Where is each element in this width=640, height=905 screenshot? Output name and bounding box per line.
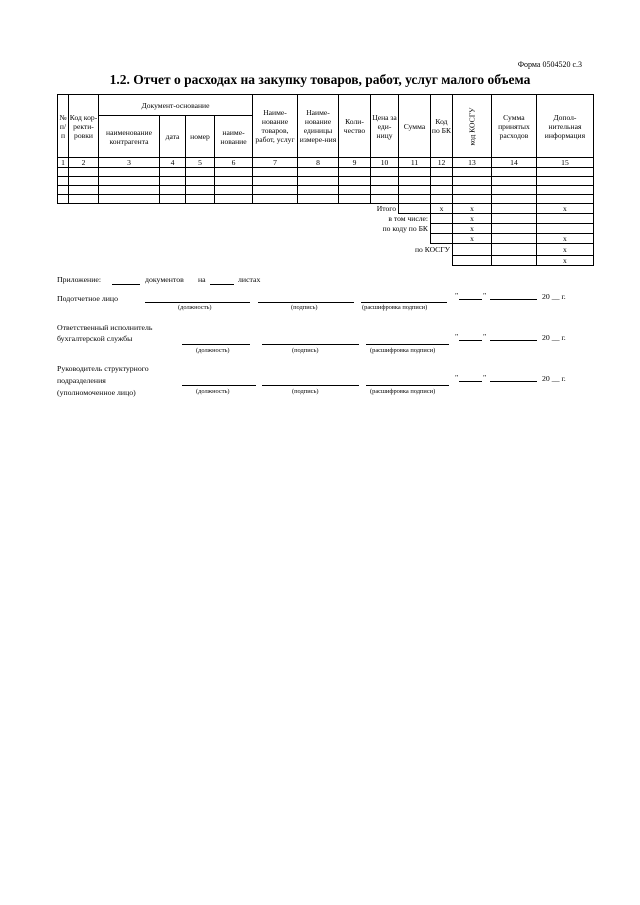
signature-decode-field[interactable]	[361, 302, 447, 303]
caption-signature: (подпись)	[292, 388, 319, 395]
col-num: 13	[453, 158, 492, 168]
x-mark: x	[453, 204, 492, 214]
date-month-field[interactable]	[490, 299, 537, 300]
expense-table	[57, 94, 594, 266]
col-num: 9	[339, 158, 371, 168]
table-row	[58, 168, 594, 177]
header-additional: Допол-нительная информация	[536, 95, 593, 158]
col-num: 6	[215, 158, 253, 168]
total-label: Итого	[376, 204, 396, 214]
total-row	[58, 204, 594, 214]
caption-position: (должность)	[196, 388, 230, 395]
caption-signature: (подпись)	[291, 304, 318, 311]
date-close-quote: "	[483, 332, 487, 341]
date-close-quote: "	[483, 373, 487, 382]
position-field[interactable]	[182, 344, 250, 345]
by-kosgu-detail-row	[58, 256, 594, 266]
header-doc-date: дата	[160, 116, 186, 158]
signer-head-line2: подразделения	[57, 376, 106, 385]
caption-position: (должность)	[178, 304, 212, 311]
caption-position: (должность)	[196, 347, 230, 354]
header-price: Цена за еди-ницу	[371, 95, 399, 158]
x-mark: x	[536, 256, 593, 266]
date-open-quote: "	[455, 373, 459, 382]
date-day-field[interactable]	[459, 340, 482, 341]
header-goods-name: Наиме-нование товаров, работ, услуг	[253, 95, 298, 158]
appendix-docs-blank[interactable]	[112, 284, 140, 285]
appendix-on-label: на	[198, 275, 206, 284]
col-num: 3	[99, 158, 160, 168]
report-title: 1.2. Отчет о расходах на закупку товаров, работ, услуг малого объема	[109, 72, 531, 87]
date-day-field[interactable]	[459, 299, 482, 300]
header-quantity: Коли-чество	[339, 95, 371, 158]
by-kosgu-row	[58, 244, 594, 256]
position-field[interactable]	[145, 302, 250, 303]
kosgu-vertical-label: код КОСГУ	[467, 107, 477, 145]
appendix-sheets-label: листах	[238, 275, 261, 284]
header-accepted-sum: Сумма принятых расходов	[491, 95, 536, 158]
by-bk-detail-row	[58, 234, 594, 244]
table-row	[58, 195, 594, 204]
x-mark: x	[536, 234, 593, 244]
col-num: 15	[536, 158, 593, 168]
date-month-field[interactable]	[490, 340, 537, 341]
date-close-quote: "	[483, 291, 487, 300]
signer-accountant-label	[57, 322, 182, 344]
table-row	[58, 177, 594, 186]
including-row	[58, 214, 594, 224]
signature-field[interactable]	[262, 385, 359, 386]
signature-field[interactable]	[262, 344, 359, 345]
x-mark: x	[453, 234, 492, 244]
header-sum: Сумма	[399, 95, 431, 158]
x-mark: x	[536, 244, 593, 256]
appendix-sheets-blank[interactable]	[210, 284, 234, 285]
signature-decode-field[interactable]	[366, 344, 449, 345]
date-open-quote: "	[455, 291, 459, 300]
by-bk-label: по коду по БК	[382, 224, 428, 233]
x-mark: x	[453, 224, 492, 234]
x-mark: x	[453, 214, 492, 224]
col-num: 2	[69, 158, 99, 168]
header-unit-name: Наиме-нование единицы измере-ния	[298, 95, 339, 158]
caption-decode: (расшифровка подписи)	[362, 304, 428, 311]
signer-accountant-text: Ответственный исполнитель бухгалтерской службы	[57, 323, 153, 343]
header-doc-basis: Документ-основание	[99, 95, 253, 116]
by-bk-row	[58, 224, 594, 234]
by-kosgu-label: по КОСГУ	[414, 245, 450, 255]
x-mark: x	[536, 204, 593, 214]
signature-decode-field[interactable]	[366, 385, 449, 386]
col-num: 8	[298, 158, 339, 168]
col-num: 11	[399, 158, 431, 168]
x-mark: x	[431, 204, 453, 214]
position-field[interactable]	[182, 385, 256, 386]
col-num: 5	[186, 158, 215, 168]
col-num: 10	[371, 158, 399, 168]
date-day-field[interactable]	[459, 381, 482, 382]
caption-signature: (подпись)	[292, 347, 319, 354]
col-num: 4	[160, 158, 186, 168]
appendix-docs-label: документов	[145, 275, 184, 284]
caption-decode: (расшифровка подписи)	[370, 388, 436, 395]
signer-head-line3: (уполномоченное лицо)	[57, 388, 136, 397]
column-number-row	[58, 158, 594, 168]
date-year-label: 20 __ г.	[542, 292, 566, 301]
header-doc-number: номер	[186, 116, 215, 158]
form-code: Форма 0504520 с.3	[517, 60, 582, 69]
header-bk-code: Код по БК	[431, 95, 453, 158]
header-doc-title: наиме-нование	[215, 116, 253, 158]
signer-accountable-label: Подотчетное лицо	[57, 294, 118, 303]
col-num: 7	[253, 158, 298, 168]
header-correction-code: Код кор-ректи-ровки	[69, 95, 99, 158]
header-kosgu-code	[453, 95, 492, 158]
col-num: 14	[491, 158, 536, 168]
header-doc-counterparty: наименование контрагента	[99, 116, 160, 158]
caption-decode: (расшифровка подписи)	[370, 347, 436, 354]
signer-head-line1: Руководитель структурного	[57, 364, 149, 373]
including-label: в том числе:	[388, 214, 428, 224]
col-num: 1	[58, 158, 69, 168]
date-open-quote: "	[455, 332, 459, 341]
date-year-label: 20 __ г.	[542, 333, 566, 342]
date-month-field[interactable]	[490, 381, 537, 382]
col-num: 12	[431, 158, 453, 168]
signature-field[interactable]	[258, 302, 354, 303]
date-year-label: 20 __ г.	[542, 374, 566, 383]
appendix-prefix: Приложение:	[57, 275, 102, 284]
header-num: № п/п	[58, 95, 69, 158]
table-row	[58, 186, 594, 195]
